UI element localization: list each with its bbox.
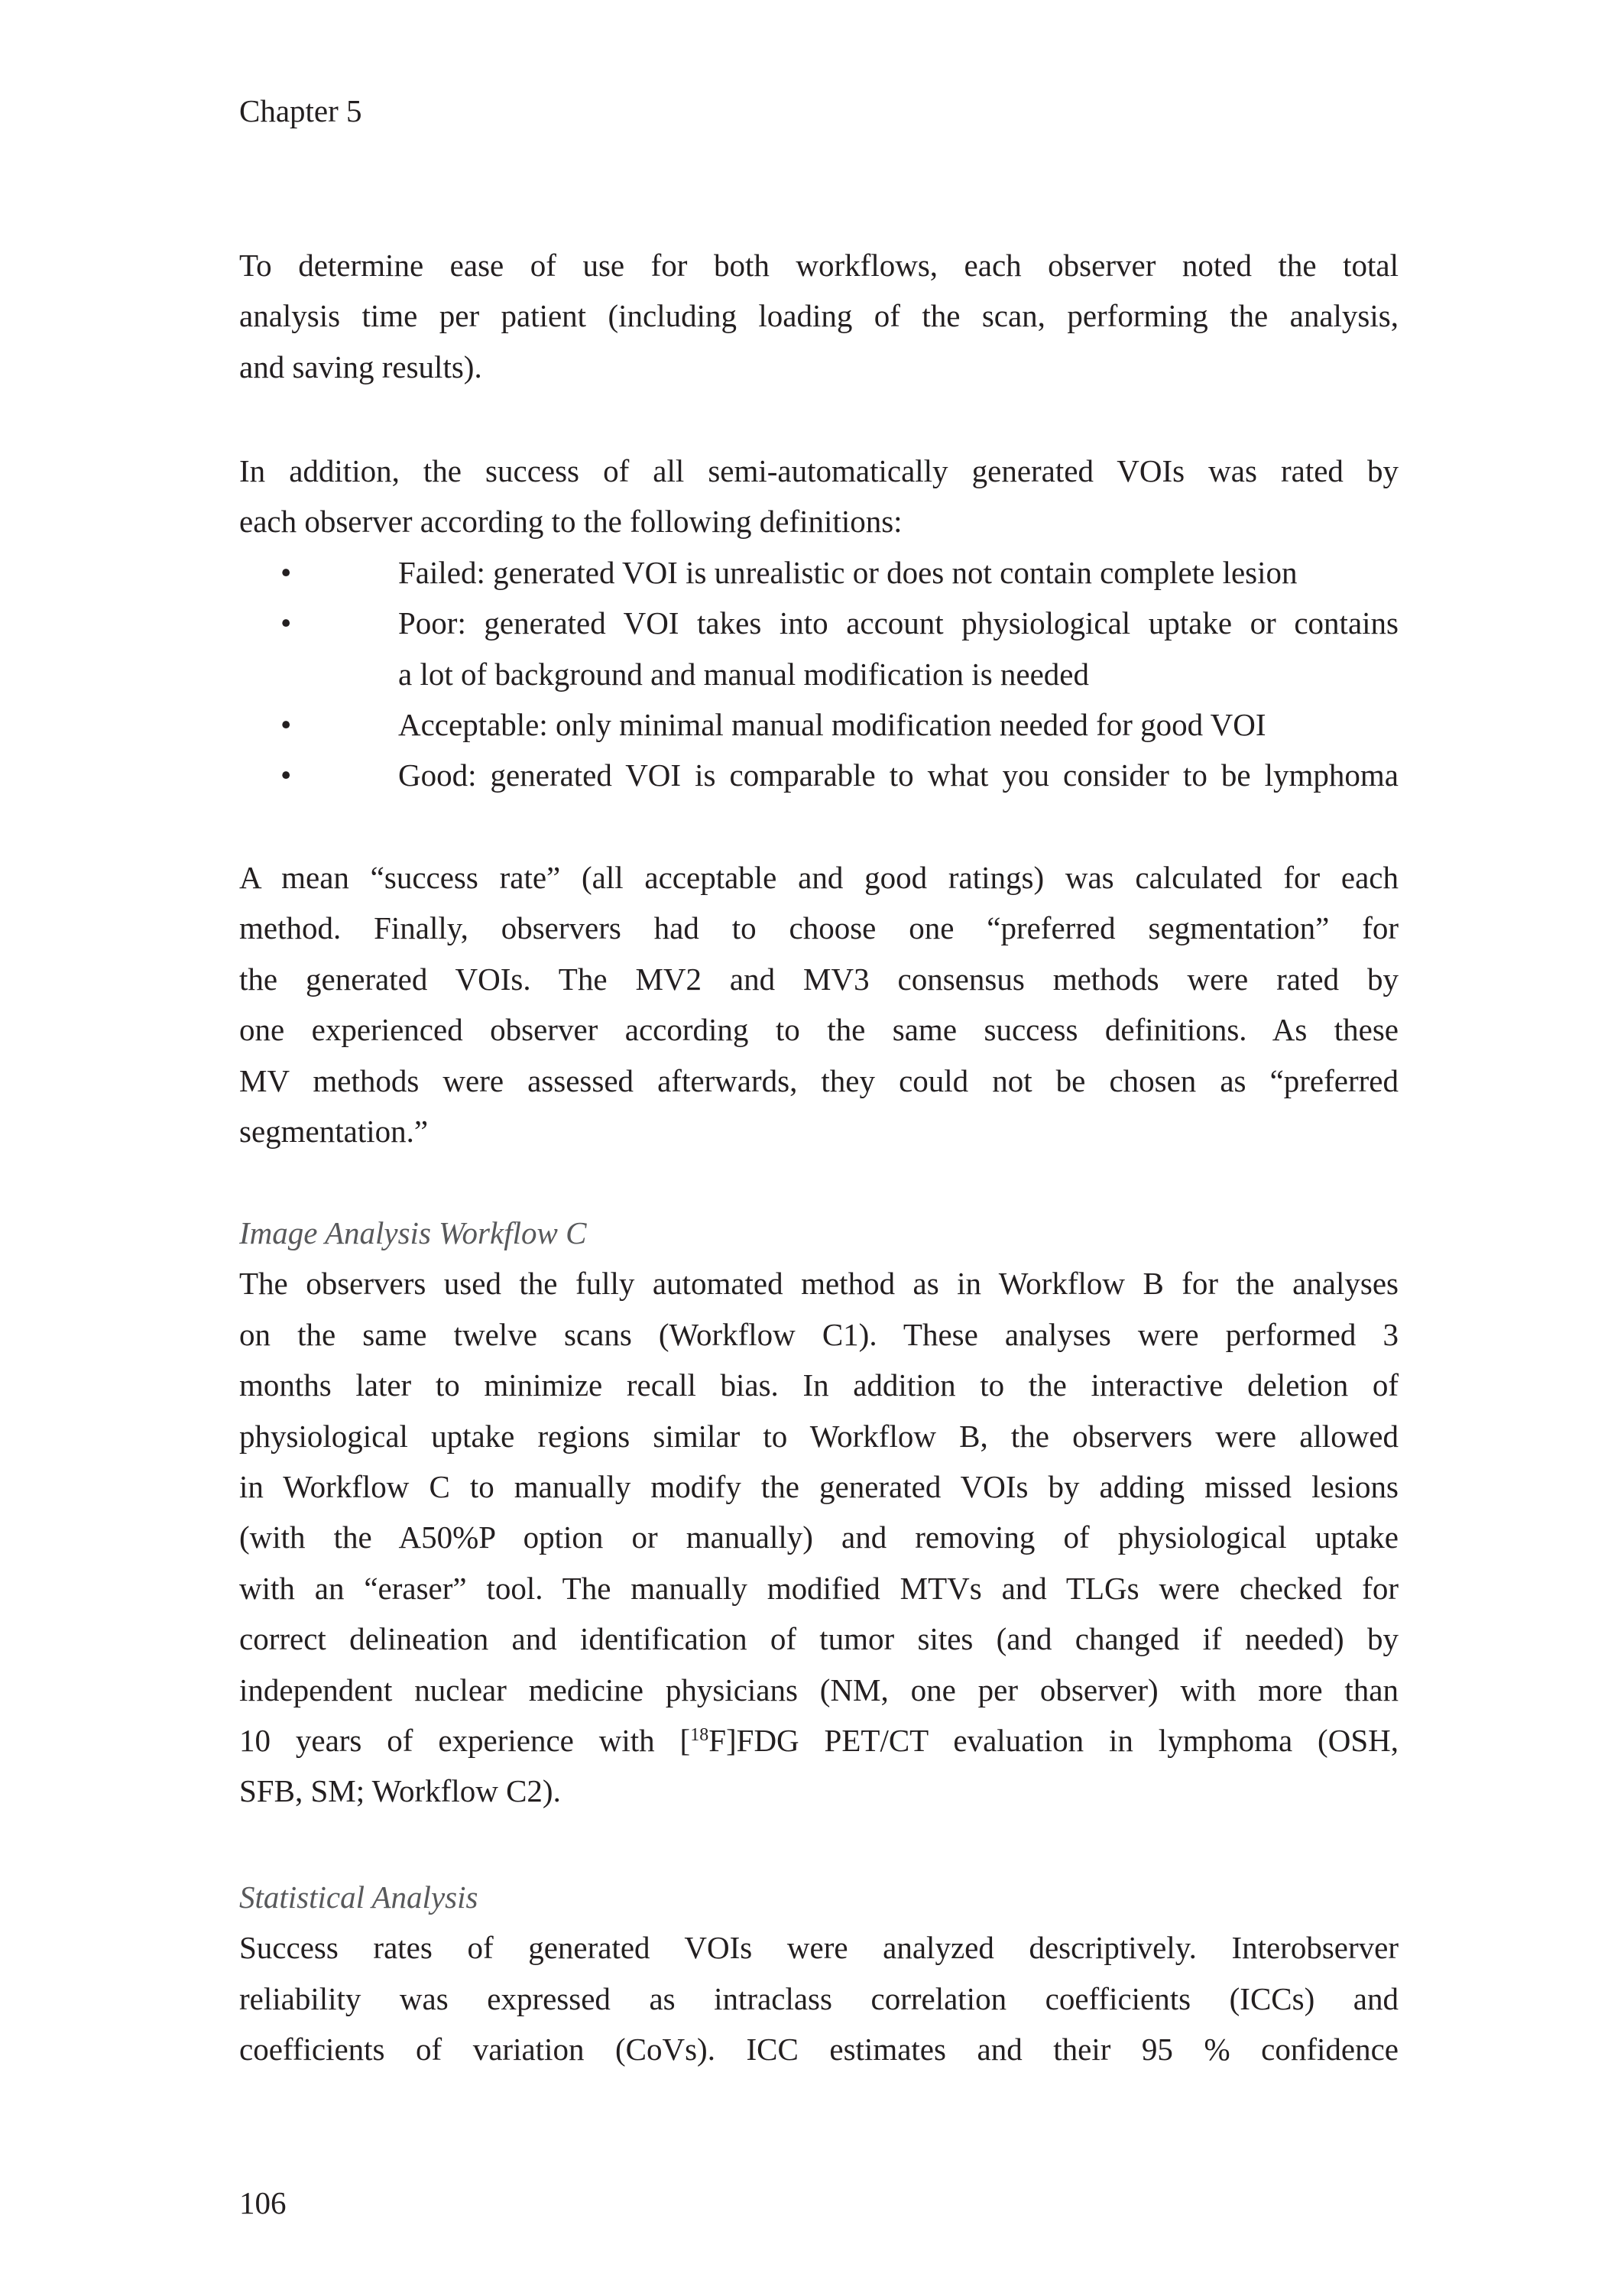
list-item-poor bbox=[280, 598, 1399, 648]
text-line: segmentation.” bbox=[239, 1113, 429, 1149]
bullet-icon: • bbox=[280, 605, 292, 641]
text-line: To determine ease of use for both workflows, each observer noted the total bbox=[239, 248, 1399, 283]
text-line: on the same twelve scans (Workflow C1). These analyses were performed 3 bbox=[239, 1316, 1399, 1352]
text-line: SFB, SM; Workflow C2). bbox=[239, 1773, 561, 1809]
paragraph-success-rating bbox=[239, 446, 1399, 801]
list-item-failed bbox=[280, 547, 1399, 598]
text-line: physiological uptake regions similar to Workflow B, the observers were allowed bbox=[239, 1418, 1399, 1454]
text-segment: 10 years of experience with [ bbox=[239, 1722, 691, 1758]
list-item-text: Poor: generated VOI takes into account physiological uptake or contains bbox=[398, 605, 1399, 641]
list-item-text: Good: generated VOI is comparable to what you consider to be lymphoma bbox=[398, 757, 1399, 793]
text-line: months later to minimize recall bias. In addition to the interactive deletion of bbox=[239, 1367, 1399, 1403]
text-segment: F]FDG PET/CT evaluation in lymphoma (OSH, bbox=[708, 1722, 1399, 1758]
text-line: with an “eraser” tool. The manually modified MTVs and TLGs were checked for bbox=[239, 1570, 1399, 1606]
list-item-acceptable bbox=[280, 699, 1399, 750]
list-item-good bbox=[280, 750, 1399, 800]
list-item-text: Acceptable: only minimal manual modification needed for good VOI bbox=[398, 706, 1266, 742]
text-line: correct delineation and identification of tumor sites (and changed if needed) by bbox=[239, 1621, 1399, 1657]
list-item-poor-continued bbox=[280, 649, 1399, 699]
text-line: one experienced observer according to the same success definitions. As these bbox=[239, 1012, 1399, 1048]
definition-list bbox=[280, 547, 1399, 801]
chapter-label: Chapter 5 bbox=[239, 93, 362, 128]
text-line: The observers used the fully automated method as in Workflow B for the analyses bbox=[239, 1266, 1399, 1302]
text-line: independent nuclear medicine physicians (NM, one per observer) with more than bbox=[239, 1672, 1399, 1708]
text-line: A mean “success rate” (all acceptable and good ratings) was calculated for each bbox=[239, 860, 1399, 895]
paragraph-success-rate bbox=[239, 852, 1399, 1156]
isotope-superscript: 18 bbox=[690, 1724, 709, 1745]
text-line: analysis time per patient (including loading of the scan, performing the analysis, bbox=[239, 298, 1399, 334]
list-item-text: a lot of background and manual modification is needed bbox=[398, 656, 1090, 692]
text-line: reliability was expressed as intraclass correlation coefficients (ICCs) and bbox=[239, 1980, 1399, 2016]
text-line: In addition, the success of all semi-automatically generated VOIs was rated by bbox=[239, 453, 1399, 488]
text-line: in Workflow C to manually modify the generated VOIs by adding missed lesions bbox=[239, 1468, 1399, 1504]
text-line: (with the A50%P option or manually) and removing of physiological uptake bbox=[239, 1519, 1399, 1555]
section-statistical-analysis bbox=[239, 1872, 1399, 2075]
section-heading: Image Analysis Workflow C bbox=[239, 1215, 587, 1250]
text-line: and saving results). bbox=[239, 349, 482, 384]
bullet-icon: • bbox=[280, 554, 292, 590]
text-line: coefficients of variation (CoVs). ICC estimates and their 95 % confidence bbox=[239, 2032, 1399, 2068]
text-line: method. Finally, observers had to choose one “preferred segmentation” for bbox=[239, 910, 1399, 946]
bullet-icon: • bbox=[280, 706, 292, 742]
text-line: the generated VOIs. The MV2 and MV3 consensus methods were rated by bbox=[239, 961, 1399, 997]
running-head bbox=[239, 86, 1399, 136]
paragraph-analysis-time bbox=[239, 240, 1399, 392]
list-item-text: Failed: generated VOI is unrealistic or does not contain complete lesion bbox=[398, 554, 1298, 590]
page-number: 106 bbox=[239, 2185, 287, 2220]
page-footer bbox=[239, 2178, 1399, 2228]
section-heading: Statistical Analysis bbox=[239, 1879, 478, 1915]
text-line: MV methods were assessed afterwards, they could not be chosen as “preferred bbox=[239, 1062, 1399, 1098]
text-line: Success rates of generated VOIs were analyzed descriptively. Interobserver bbox=[239, 1930, 1399, 1966]
bullet-icon: • bbox=[280, 757, 292, 793]
section-workflow-c bbox=[239, 1208, 1399, 1817]
text-line-with-superscript bbox=[239, 1715, 1399, 1766]
text-line: each observer according to the following definitions: bbox=[239, 504, 903, 540]
